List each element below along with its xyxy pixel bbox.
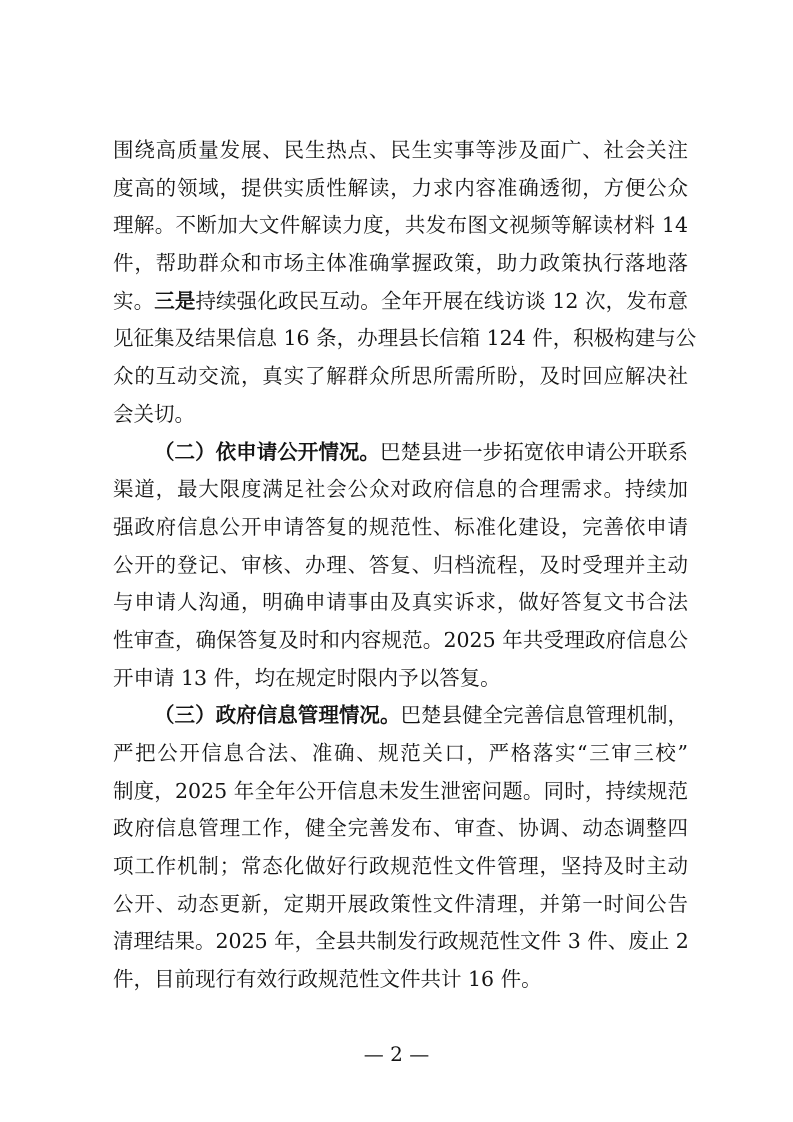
text-line: 严把公开信息合法、准确、规范关口，严格落实“三审三校”: [113, 741, 688, 765]
text-line: 清理结果。2025 年，全县共制发行政规范性文件 3 件、废止 2: [113, 929, 689, 954]
text-line: 众的互动交流，真实了解群众所思所需所盼，及时回应解决社: [113, 364, 688, 389]
text-line: 会关切。: [113, 401, 195, 426]
text-line: 政府信息管理工作，健全完善发布、审查、协调、动态调整四: [113, 816, 688, 841]
bold-keyword: 三是: [154, 288, 196, 313]
text-line: 围绕高质量发展、民生热点、民生实事等涉及面广、社会关注: [113, 138, 688, 162]
body-text: [113, 132, 697, 999]
paragraph-information-management: [113, 697, 688, 999]
text-line: 理解。不断加大文件解读力度，共发布图文视频等解读材料 14: [113, 213, 688, 238]
text-line: 件，帮助群众和市场主体准确掌握政策，助力政策执行落地落: [113, 251, 688, 276]
text-line: [113, 283, 688, 321]
text-segment: 实。: [113, 288, 155, 313]
text-line: 性审查，确保答复及时和内容规范。2025 年共受理政府信息公: [113, 627, 688, 652]
text-segment: 巴楚县进一步拓宽依申请公开联系: [379, 439, 689, 464]
text-line: 渠道，最大限度满足社会公众对政府信息的合理需求。持续加: [113, 477, 688, 502]
text-line: 项工作机制；常态化做好行政规范性文件管理，坚持及时主动: [113, 854, 688, 879]
text-line: 件，目前现行有效行政规范性文件共计 16 件。: [113, 967, 542, 992]
text-line: 见征集及结果信息 16 条，办理县长信箱 124 件，积极构建与公: [113, 326, 697, 351]
page-number: — 2 —: [363, 1042, 430, 1066]
text-segment: 持续强化政民互动。全年开展在线访谈 12 次，发布意: [195, 288, 689, 313]
text-line: 公开的登记、审核、办理、答复、归档流程，及时受理并主动: [113, 552, 688, 577]
text-line: 公开、动态更新，定期开展政策性文件清理，并第一时间公告: [113, 891, 688, 916]
text-line: 强政府信息公开申请答复的规范性、标准化建设，完善依申请: [113, 514, 688, 539]
section-heading: （三）政府信息管理情况。: [154, 703, 401, 728]
paragraph-application-disclosure: [113, 434, 688, 698]
text-line: 制度，2025 年全年公开信息未发生泄密问题。同时，持续规范: [113, 778, 688, 803]
text-line: 度高的领域，提供实质性解读，力求内容准确透彻，方便公众: [113, 175, 688, 200]
text-segment: 巴楚县健全完善信息管理机制，: [400, 703, 689, 728]
text-line: 与申请人沟通，明确申请事由及真实诉求，做好答复文书合法: [113, 590, 688, 615]
text-line: [113, 697, 688, 735]
text-line: [113, 434, 688, 472]
section-heading: （二）依申请公开情况。: [154, 439, 380, 464]
text-line: 开申请 13 件，均在规定时限内予以答复。: [113, 665, 501, 690]
paragraph-interaction: [113, 132, 697, 434]
